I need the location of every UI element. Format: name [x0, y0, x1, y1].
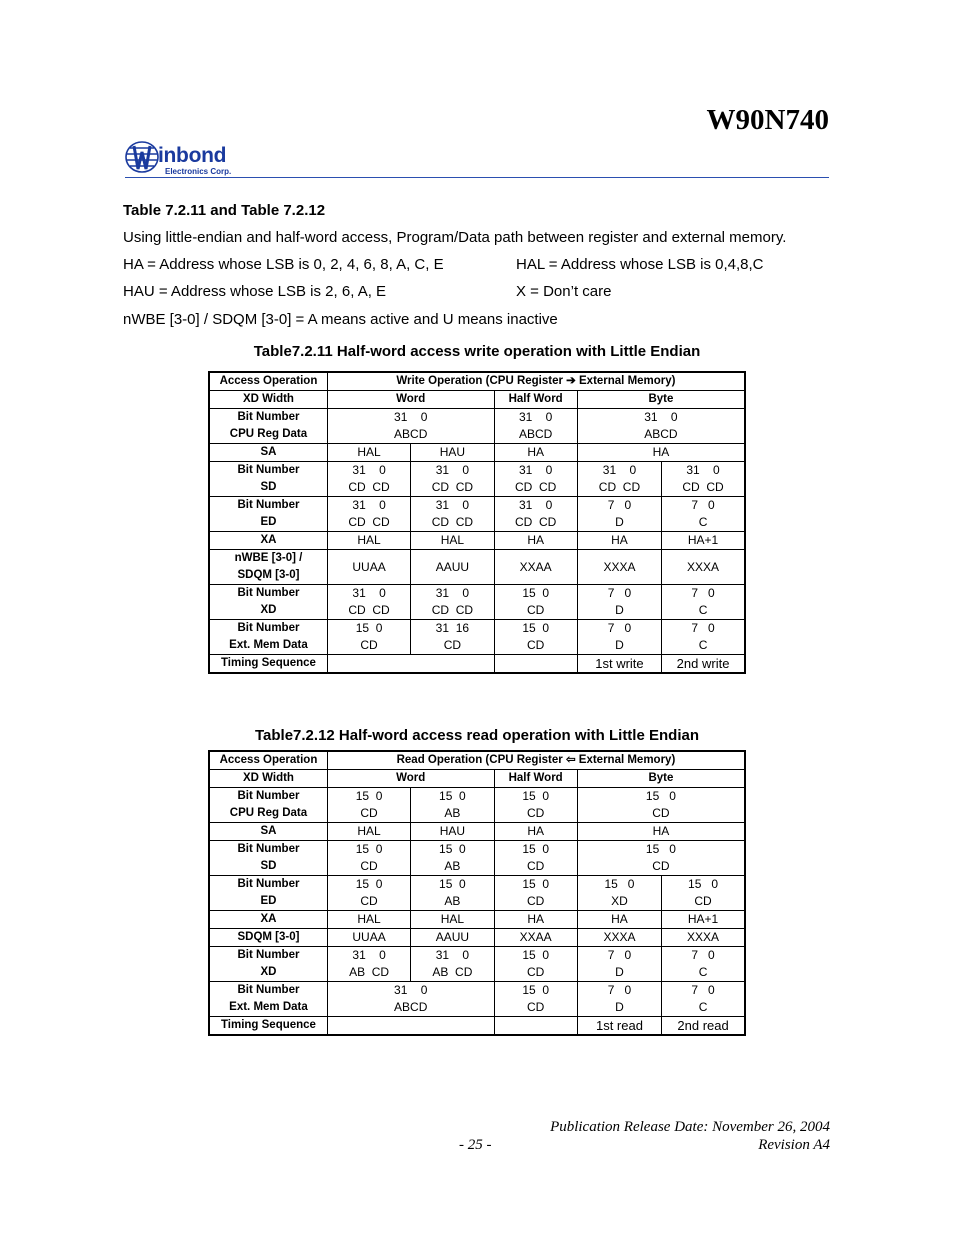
- def-x: X = Don’t care: [516, 283, 612, 300]
- cell: 15 0 CD: [662, 876, 745, 911]
- cell: [327, 655, 494, 674]
- cell: 7 0 D: [577, 620, 661, 655]
- row-label: Bit Number SD: [209, 841, 327, 876]
- cell: HAU: [411, 823, 494, 841]
- table-row: [209, 372, 745, 391]
- cell: 15 0 AB: [411, 876, 494, 911]
- table2-caption: Table7.2.12 Half-word access read operation with Little Endian: [254, 727, 699, 744]
- byte-header: Byte: [577, 770, 745, 788]
- cell: 2nd write: [662, 655, 745, 674]
- cell: 31 0 ABCD: [327, 409, 494, 444]
- row-label: Bit Number Ext. Mem Data: [209, 620, 327, 655]
- row-label: Bit Number CPU Reg Data: [209, 409, 327, 444]
- cell: 15 0 CD: [494, 841, 577, 876]
- cell: 7 0 D: [577, 982, 661, 1017]
- row-label: Bit Number ED: [209, 497, 327, 532]
- table-row: [209, 841, 745, 876]
- table-row: [209, 550, 745, 585]
- cell: XXXA: [577, 929, 661, 947]
- table1-caption: Table7.2.11 Half-word access write operation with Little Endian: [253, 343, 701, 360]
- cell: 15 0 CD: [327, 620, 410, 655]
- cell: 31 0 CD CD: [411, 585, 494, 620]
- cell: 31 0 AB CD: [327, 947, 410, 982]
- xd-width-label: XD Width: [209, 391, 327, 409]
- cell: 7 0 D: [577, 947, 661, 982]
- word-header: Word: [327, 770, 494, 788]
- cell: 15 0 CD: [327, 788, 410, 823]
- cell: HAU: [411, 444, 494, 462]
- cell: 7 0 C: [662, 620, 745, 655]
- table-row: [209, 947, 745, 982]
- cell: 15 0 CD: [494, 876, 577, 911]
- logo-wordmark: inbond: [158, 144, 227, 167]
- document-title: W90N740: [706, 104, 829, 136]
- table-row: [209, 655, 745, 674]
- cell: 7 0 C: [662, 585, 745, 620]
- row-label: Timing Sequence: [209, 655, 327, 674]
- cell: HAL: [327, 911, 410, 929]
- half-word-header: Half Word: [494, 770, 577, 788]
- table2-read-operation: [208, 750, 746, 1036]
- table-row: [209, 497, 745, 532]
- cell: HAL: [411, 911, 494, 929]
- cell: HA: [577, 444, 745, 462]
- def-nwbe: nWBE [3-0] / SDQM [3-0] = A means active and U means inactive: [123, 311, 558, 328]
- cell: 31 0 CD CD: [327, 585, 410, 620]
- cell: 2nd read: [662, 1017, 745, 1036]
- cell: HAL: [411, 532, 494, 550]
- cell: HAL: [327, 823, 410, 841]
- cell: HA: [577, 532, 661, 550]
- table-row: [209, 1017, 745, 1036]
- table-row: [209, 911, 745, 929]
- table-row: [209, 823, 745, 841]
- cell: 31 0 CD CD: [494, 462, 577, 497]
- table1-write-operation: [208, 371, 746, 674]
- table-row: [209, 444, 745, 462]
- cell: HA: [494, 444, 577, 462]
- cell: 31 0 CD CD: [411, 462, 494, 497]
- cell: 7 0 C: [662, 982, 745, 1017]
- cell: 7 0 C: [662, 947, 745, 982]
- cell: 15 0 CD: [494, 947, 577, 982]
- winbond-logo: [125, 138, 250, 178]
- cell: HAL: [327, 532, 410, 550]
- cell: AAUU: [411, 550, 494, 585]
- def-hal: HAL = Address whose LSB is 0,4,8,C: [516, 256, 764, 273]
- cell: 15 0 AB: [411, 788, 494, 823]
- cell: HA: [577, 911, 661, 929]
- intro-paragraph: Using little-endian and half-word access, Program/Data path between register and external memory.: [123, 229, 787, 246]
- row-label: SA: [209, 444, 327, 462]
- cell: 31 16 CD: [411, 620, 494, 655]
- byte-header: Byte: [577, 391, 745, 409]
- row-label: Bit Number CPU Reg Data: [209, 788, 327, 823]
- cell: 15 0 CD: [494, 982, 577, 1017]
- logo-subtext: Electronics Corp.: [165, 167, 232, 176]
- cell: HAL: [327, 444, 410, 462]
- table-row: [209, 788, 745, 823]
- cell: 15 0 CD: [327, 841, 410, 876]
- row-label: nWBE [3-0] / SDQM [3-0]: [209, 550, 327, 585]
- table-row: [209, 585, 745, 620]
- footer-page-number: - 25 -: [459, 1137, 492, 1153]
- footer-revision: Revision A4: [758, 1137, 830, 1153]
- access-op-label: Access Operation: [209, 751, 327, 770]
- cell: 31 0 AB CD: [411, 947, 494, 982]
- cell: XXAA: [494, 929, 577, 947]
- cell: 7 0 D: [577, 585, 661, 620]
- row-label: Bit Number SD: [209, 462, 327, 497]
- cell: 31 0 CD CD: [494, 497, 577, 532]
- cell: 31 0 CD CD: [327, 462, 410, 497]
- row-label: SDQM [3-0]: [209, 929, 327, 947]
- cell: XXXA: [577, 550, 661, 585]
- cell: 1st read: [577, 1017, 661, 1036]
- cell: 15 0 XD: [577, 876, 661, 911]
- cell: [494, 655, 577, 674]
- cell: UUAA: [327, 929, 410, 947]
- section-heading: Table 7.2.11 and Table 7.2.12: [123, 202, 326, 219]
- half-word-header: Half Word: [494, 391, 577, 409]
- row-label: Bit Number Ext. Mem Data: [209, 982, 327, 1017]
- word-header: Word: [327, 391, 494, 409]
- table-row: [209, 751, 745, 770]
- cell: 15 0 CD: [577, 841, 745, 876]
- cell: 15 0 CD: [577, 788, 745, 823]
- cell: 7 0 C: [662, 497, 745, 532]
- table-row: [209, 929, 745, 947]
- cell: HA: [494, 911, 577, 929]
- cell: 1st write: [577, 655, 661, 674]
- cell: 15 0 CD: [494, 585, 577, 620]
- def-hau: HAU = Address whose LSB is 2, 6, A, E: [123, 283, 387, 300]
- cell: 15 0 AB: [411, 841, 494, 876]
- op-desc: Read Operation (CPU Register ⇦ External Memory): [327, 751, 745, 770]
- cell: 15 0 CD: [494, 788, 577, 823]
- header-divider: [125, 177, 829, 178]
- cell: HA: [494, 823, 577, 841]
- def-ha: HA = Address whose LSB is 0, 2, 4, 6, 8, A, C, E: [123, 256, 444, 273]
- cell: 7 0 D: [577, 497, 661, 532]
- cell: HA: [494, 532, 577, 550]
- row-label: XA: [209, 532, 327, 550]
- cell: HA+1: [662, 911, 745, 929]
- access-op-label: Access Operation: [209, 372, 327, 391]
- table-row: [209, 770, 745, 788]
- cell: XXXA: [662, 929, 745, 947]
- table-row: [209, 391, 745, 409]
- row-label: SA: [209, 823, 327, 841]
- row-label: Bit Number ED: [209, 876, 327, 911]
- op-desc: Write Operation (CPU Register ➔ External Memory): [327, 372, 745, 391]
- footer-release-date: Publication Release Date: November 26, 2004: [550, 1119, 830, 1135]
- row-label: XA: [209, 911, 327, 929]
- cell: HA: [577, 823, 745, 841]
- cell: [327, 1017, 494, 1036]
- cell: XXXA: [662, 550, 745, 585]
- cell: 31 0 CD CD: [327, 497, 410, 532]
- cell: 31 0 ABCD: [494, 409, 577, 444]
- cell: 31 0 CD CD: [662, 462, 745, 497]
- row-label: Bit Number XD: [209, 585, 327, 620]
- table-row: [209, 409, 745, 444]
- row-label: Timing Sequence: [209, 1017, 327, 1036]
- table-row: [209, 876, 745, 911]
- cell: UUAA: [327, 550, 410, 585]
- table-row: [209, 982, 745, 1017]
- table-row: [209, 620, 745, 655]
- cell: XXAA: [494, 550, 577, 585]
- table-row: [209, 462, 745, 497]
- xd-width-label: XD Width: [209, 770, 327, 788]
- cell: AAUU: [411, 929, 494, 947]
- cell: 31 0 CD CD: [577, 462, 661, 497]
- cell: HA+1: [662, 532, 745, 550]
- cell: 31 0 ABCD: [577, 409, 745, 444]
- cell: 15 0 CD: [327, 876, 410, 911]
- cell: [494, 1017, 577, 1036]
- cell: 31 0 CD CD: [411, 497, 494, 532]
- cell: 31 0 ABCD: [327, 982, 494, 1017]
- row-label: Bit Number XD: [209, 947, 327, 982]
- cell: 15 0 CD: [494, 620, 577, 655]
- table-row: [209, 532, 745, 550]
